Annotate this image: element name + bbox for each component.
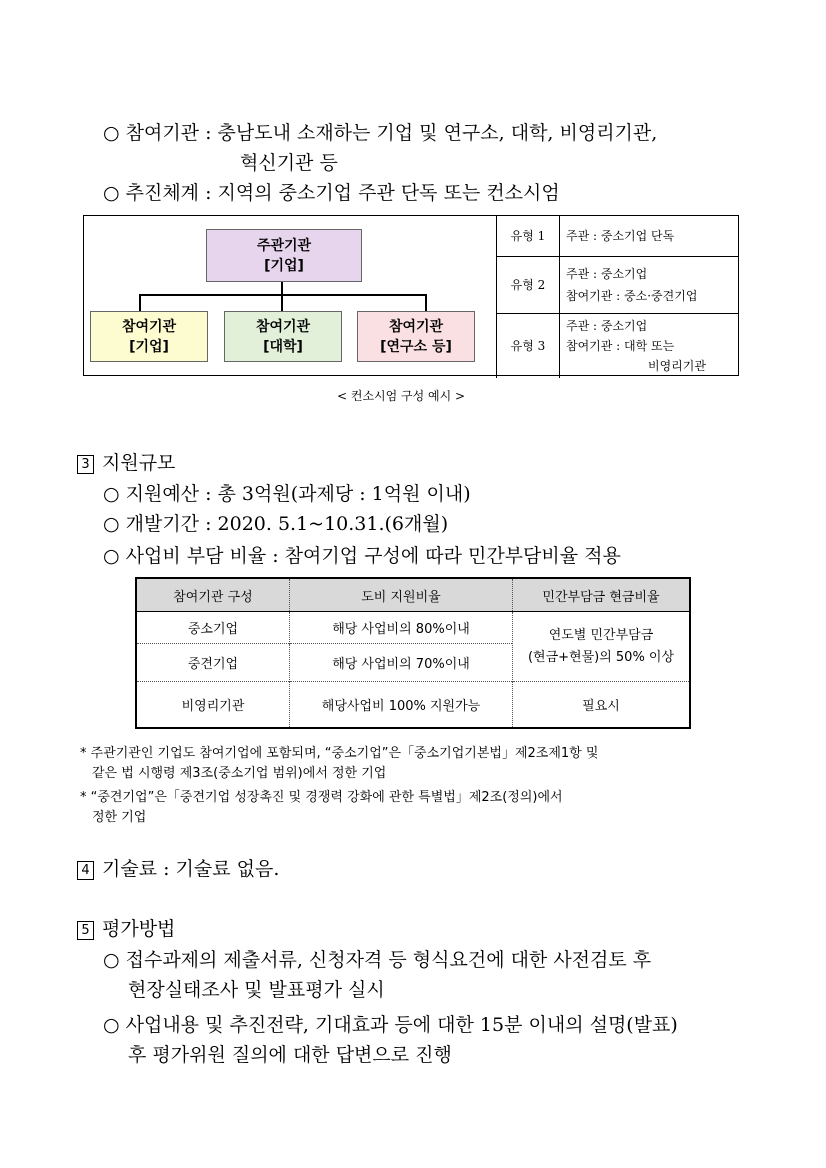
participant-company-line1: 참여기관 <box>121 318 177 335</box>
type-row-1 <box>497 216 740 256</box>
connector-horizontal <box>139 294 427 296</box>
cell-org: 비영리기관 <box>136 682 290 728</box>
connector-left <box>139 294 141 311</box>
budget-bullet: ○ 지원예산 : 총 3억원(과제당 : 1억원 이내) <box>103 483 471 505</box>
lead-org-box <box>206 229 362 282</box>
diagram-caption: < 컨소시엄 구성 예시 > <box>337 389 466 403</box>
cash-merged-line1: 연도별 민간부담금 <box>548 627 654 643</box>
table-row <box>136 682 690 728</box>
eval-bullet-2-line2: 후 평가위원 질의에 대한 답변으로 진행 <box>128 1044 452 1066</box>
section3-title: 지원규모 <box>102 452 176 474</box>
section5-title: 평가방법 <box>102 918 176 940</box>
section5-heading <box>77 914 175 941</box>
header-org: 참여기관 구성 <box>136 578 290 612</box>
eval-bullet-2-line1: ○ 사업내용 및 추진전략, 기대효과 등에 대한 15분 이내의 설명(발표) <box>103 1014 678 1036</box>
cell-cash-merged <box>513 612 691 682</box>
lead-org-line1: 주관기관 <box>256 237 312 254</box>
support-ratio-table <box>135 577 691 729</box>
type-desc-line: 참여기관 : 중소·중견기업 <box>566 288 698 303</box>
table-row <box>136 612 690 644</box>
table-header-row <box>136 578 690 612</box>
type-label: 유형 2 <box>497 256 560 313</box>
type-desc <box>560 313 740 378</box>
participant-box-company <box>90 311 208 362</box>
note-1-line2: 같은 법 시행령 제3조(중소기업 범위)에서 정한 기업 <box>92 766 387 781</box>
cell-rate: 해당 사업비의 70%이내 <box>290 644 513 682</box>
lead-org-line2: [기업] <box>264 257 304 274</box>
cell-cash: 필요시 <box>513 682 691 728</box>
cash-merged-line2: (현금+현물)의 50% 이상 <box>527 649 675 665</box>
system-bullet: ○ 추진체계 : 지역의 중소기업 주관 단독 또는 컨소시엄 <box>103 182 560 204</box>
type-desc-line: 주관 : 중소기업 <box>566 266 648 281</box>
section3-number: 3 <box>77 455 94 474</box>
participant-company-line2: [기업] <box>129 338 169 355</box>
type-desc-line: 주관 : 중소기업 단독 <box>566 229 675 244</box>
participant-box-university <box>224 311 342 362</box>
section3-heading <box>77 448 175 475</box>
type-desc-line: 참여기관 : 대학 또는 <box>566 338 675 353</box>
consortium-type-table <box>496 216 739 378</box>
header-support-rate: 도비 지원비율 <box>290 578 513 612</box>
participant-box-institute <box>357 311 475 362</box>
consortium-diagram <box>83 215 739 376</box>
participant-institute-line2: [연구소 등] <box>380 338 452 355</box>
type-desc <box>560 256 740 313</box>
cell-rate: 해당 사업비의 80%이내 <box>290 612 513 644</box>
section4-number: 4 <box>77 861 94 880</box>
type-row-2 <box>497 256 740 313</box>
type-desc-line: 비영리기관 <box>648 358 706 373</box>
participant-university-line2: [대학] <box>263 338 303 355</box>
note-2-line2: 정한 기업 <box>92 810 147 825</box>
cell-org: 중소기업 <box>136 612 290 644</box>
note-2-line1: * “중견기업”은「중견기업 성장촉진 및 경쟁력 강화에 관한 특별법」제2조(정의)에서 <box>80 790 563 805</box>
note-1-line1: * 주관기관인 기업도 참여기업에 포함되며, “중소기업”은「중소기업기본법」제2조제1항 및 <box>80 746 599 761</box>
participant-institute-line1: 참여기관 <box>388 318 444 335</box>
type-label: 유형 1 <box>497 216 560 256</box>
participant-university-line1: 참여기관 <box>255 318 311 335</box>
participants-bullet-cont: 혁신기관 등 <box>240 152 338 174</box>
section5-number: 5 <box>77 921 94 940</box>
cell-org: 중견기업 <box>136 644 290 682</box>
header-cash-rate: 민간부담금 현금비율 <box>513 578 691 612</box>
connector-middle <box>281 294 283 311</box>
section4-heading <box>77 854 279 881</box>
type-desc-line: 주관 : 중소기업 <box>566 318 648 333</box>
eval-bullet-1-line2: 현장실태조사 및 발표평가 실시 <box>128 979 385 1001</box>
eval-bullet-1-line1: ○ 접수과제의 제출서류, 신청자격 등 형식요건에 대한 사전검토 후 <box>103 949 652 971</box>
cost-share-bullet: ○ 사업비 부담 비율 : 참여기업 구성에 따라 민간부담비율 적용 <box>103 545 621 567</box>
type-desc <box>560 216 740 256</box>
connector-right <box>425 294 427 311</box>
participants-bullet: ○ 참여기관 : 충남도내 소재하는 기업 및 연구소, 대학, 비영리기관, <box>103 122 658 144</box>
period-bullet: ○ 개발기간 : 2020. 5.1~10.31.(6개월) <box>103 513 449 535</box>
cell-rate: 해당사업비 100% 지원가능 <box>290 682 513 728</box>
type-label: 유형 3 <box>497 313 560 378</box>
type-row-3 <box>497 313 740 378</box>
section4-text: 기술료 : 기술료 없음. <box>102 858 280 880</box>
